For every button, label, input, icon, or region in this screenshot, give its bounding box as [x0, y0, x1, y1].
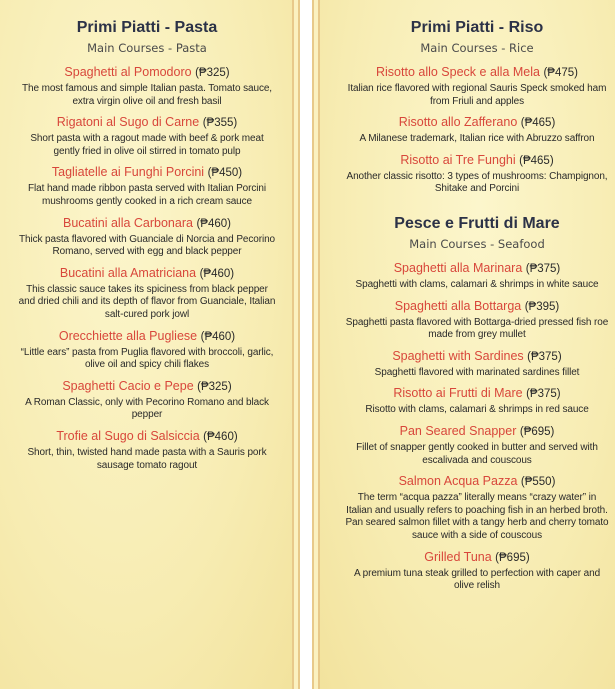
dish-name: Spaghetti al Pomodoro [64, 65, 192, 79]
dish-description: Risotto with clams, calamari & shrimps in red sauce [365, 404, 589, 416]
dish-name: Grilled Tuna [424, 549, 492, 564]
dish-price: (₱375) [526, 388, 561, 401]
dish-price: (₱460) [200, 330, 236, 343]
menu-item-header [18, 164, 276, 181]
menu-item-header [344, 549, 610, 566]
menu-item [18, 428, 276, 472]
dish-description: “Little ears” pasta from Puglia flavored with broccoli, garlic, olive oil and spicy chili flakes [20, 346, 274, 371]
menu-item [344, 423, 610, 467]
dish-name: Risotto ai Tre Funghi [400, 152, 516, 167]
dish-name: Spaghetti alla Bottarga [394, 298, 522, 313]
section-title-rice: Primi Piatti - Riso [410, 19, 544, 36]
dish-name: Risotto allo Zafferano [398, 115, 518, 130]
dish-price: (₱475) [543, 67, 578, 79]
dish-description: Flat hand made ribbon pasta served with Italian Porcini mushrooms gently cooked in a rich cream sauce [28, 183, 266, 207]
menu-item-header [344, 423, 610, 440]
dish-name: Pan Seared Snapper [399, 423, 517, 438]
pasta-list [18, 64, 276, 472]
dish-description: The term “acqua pazza” literally means “crazy water” in Italian and usually refers to poaching fish in an herbed broth. Pan seared salmon fillet with a tangy herb and cherry tomato sauce with a side of couscous [345, 492, 609, 541]
menu-item [18, 378, 276, 422]
menu-item [344, 260, 610, 292]
rice-seafood-column [344, 18, 610, 599]
section-title-pasta: Primi Piatti - Pasta [76, 19, 218, 36]
dish-price: (₱375) [527, 350, 562, 363]
dish-price: (₱550) [520, 476, 556, 489]
menu-item-header [344, 152, 610, 169]
dish-price: (₱465) [519, 154, 554, 167]
dish-name: Rigatoni al Sugo di Carne [56, 115, 200, 130]
dish-name: Bucatini alla Carbonara [63, 215, 193, 230]
menu-item [18, 164, 276, 208]
dish-price: (₱695) [495, 551, 530, 564]
dish-name: Spaghetti with Sardines [392, 348, 524, 363]
rice-list [344, 64, 610, 196]
dish-price: (₱695) [519, 425, 555, 438]
dish-description: A Milanese trademark, Italian rice with Abruzzo saffron [359, 133, 595, 145]
dish-description: This classic sauce takes its spiciness from black pepper and dried chili and its depth of flavor from Guanciale, Italian salt-cured pork jowl [18, 283, 276, 320]
pasta-column [18, 18, 276, 478]
menu-item [18, 114, 276, 158]
dish-price: (₱465) [520, 117, 556, 130]
dish-description: Spaghetti with clams, calamari & shrimps in white sauce [355, 278, 599, 290]
menu-item-header [18, 265, 276, 282]
menu-item [344, 152, 610, 196]
menu-item-header [344, 260, 610, 277]
menu-item-header [18, 428, 276, 445]
dish-description: The most famous and simple Italian pasta. Tomato sauce, extra virgin olive oil and fresh basil [21, 83, 272, 107]
section-title-seafood: Pesce e Frutti di Mare [394, 214, 560, 232]
menu-item-header [344, 64, 610, 81]
menu-item [344, 473, 610, 542]
dish-description: Short, thin, twisted hand made pasta with a Sauris pork sausage tomato ragout [27, 446, 267, 471]
menu-item [344, 385, 610, 417]
dish-description: Thick pasta flavored with Guanciale di Norcia and Pecorino Romano, served with egg and black pepper [18, 233, 275, 258]
section-subtitle-rice: Main Courses - Rice [420, 41, 534, 55]
dish-price: (₱460) [203, 430, 238, 443]
menu-item-header [18, 328, 276, 345]
dish-name: Trofie al Sugo di Salsiccia [56, 428, 200, 443]
menu-item-header [344, 348, 610, 365]
menu-item-header [18, 378, 276, 395]
menu-item-header [344, 114, 610, 131]
dish-price: (₱325) [195, 67, 230, 79]
dish-description: Spaghetti flavored with marinated sardines fillet [374, 366, 580, 378]
dish-price: (₱355) [202, 117, 238, 130]
dish-name: Risotto allo Speck e alla Mela [376, 65, 540, 79]
menu-item-header [18, 64, 276, 81]
dish-description: A premium tuna steak grilled to perfection with caper and olive relish [353, 567, 601, 592]
menu-item [18, 64, 276, 108]
menu-item-header [18, 114, 276, 131]
menu-item [344, 114, 610, 146]
dish-name: Bucatini alla Amatriciana [59, 265, 197, 280]
section-subtitle-seafood: Main Courses - Seafood [409, 236, 545, 251]
menu-item [18, 265, 276, 322]
menu-item [18, 215, 276, 259]
dish-name: Orecchiette alla Pugliese [58, 328, 198, 343]
dish-description: Short pasta with a ragout made with beef & pork meat gently fried in olive oil stirred in tomato pulp [30, 133, 264, 157]
dish-price: (₱460) [196, 217, 231, 230]
menu-item [18, 328, 276, 372]
dish-name: Tagliatelle ai Funghi Porcini [51, 165, 205, 180]
dish-description: A Roman Classic, only with Pecorino Romano and black pepper [25, 396, 269, 421]
dish-description: Italian rice flavored with regional Sauris Speck smoked ham from Friuli and apples [347, 83, 607, 107]
menu-item [344, 348, 610, 380]
seafood-list [344, 260, 610, 593]
dish-price: (₱395) [524, 300, 560, 313]
menu-item [344, 549, 610, 593]
section-spacer [344, 202, 610, 214]
dish-price: (₱450) [207, 167, 243, 180]
menu-item-header [344, 473, 610, 490]
dish-name: Risotto ai Frutti di Mare [393, 386, 523, 401]
dish-price: (₱375) [525, 262, 561, 275]
dish-description: Another classic risotto: 3 types of mushrooms: Champignon, Shitake and Porcini [346, 170, 608, 195]
dish-name: Salmon Acqua Pazza [398, 474, 518, 489]
menu-item-header [344, 385, 610, 402]
menu-item-header [344, 298, 610, 315]
dish-price: (₱325) [197, 380, 232, 393]
menu-item [344, 64, 610, 108]
dish-description: Spaghetti pasta flavored with Bottarga-dried pressed fish roe made from grey mullet [345, 316, 609, 341]
section-subtitle-pasta: Main Courses - Pasta [87, 41, 207, 55]
dish-name: Spaghetti alla Marinara [393, 260, 523, 275]
menu-item-header [18, 215, 276, 232]
dish-description: Fillet of snapper gently cooked in butter and served with escalivada and couscous [356, 441, 598, 466]
dish-name: Spaghetti Cacio e Pepe [62, 378, 194, 393]
menu-item [344, 298, 610, 342]
dish-price: (₱460) [199, 267, 235, 280]
